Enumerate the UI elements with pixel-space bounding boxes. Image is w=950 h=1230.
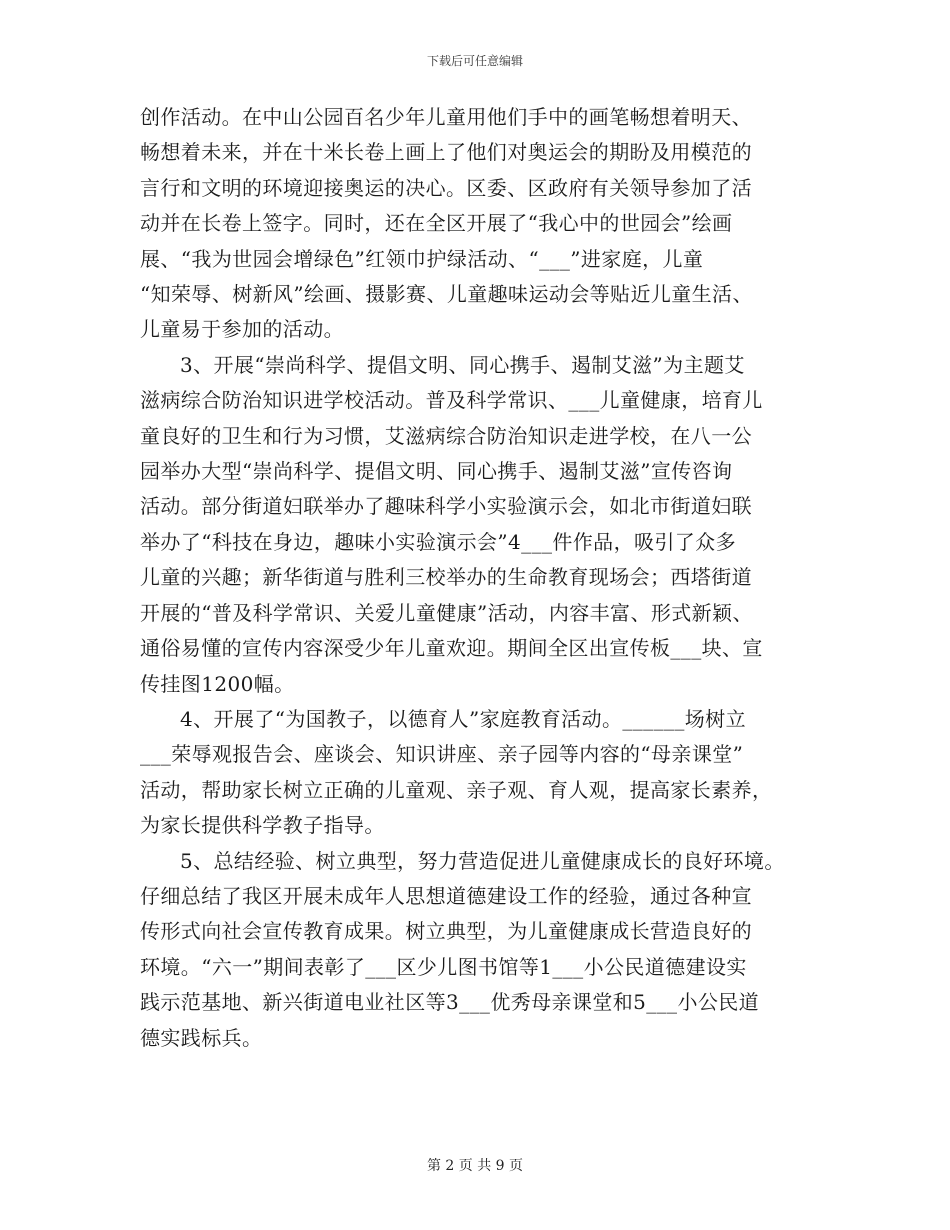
text-line: 践示范基地、新兴街道电业社区等3___优秀母亲课堂和5___小公民道 bbox=[140, 990, 760, 1015]
text-line: 活动。部分街道妇联举办了趣味科学小实验演示会，如北市街道妇联 bbox=[140, 494, 752, 519]
text-line: 传形式向社会宣传教育成果。树立典型，为儿童健康成长营造良好的 bbox=[140, 919, 752, 944]
text-line: 3、开展“崇尚科学、提倡文明、同心携手、遏制艾滋”为主题艾 bbox=[180, 352, 745, 377]
text-line: 展、“我为世园会增绿色”红领巾护绿活动、“___”进家庭，儿童 bbox=[140, 246, 704, 271]
text-line: 举办了“科技在身边，趣味小实验演示会”4___件作品，吸引了众多 bbox=[140, 529, 736, 554]
header-note: 下载后可任意编辑 bbox=[426, 54, 523, 68]
text-line: 德实践标兵。 bbox=[140, 1025, 263, 1050]
text-line: 园举办大型“崇尚科学、提倡文明、同心携手、遏制艾滋”宣传咨询 bbox=[140, 459, 733, 484]
page-header bbox=[0, 53, 950, 69]
paragraph bbox=[140, 348, 820, 702]
text-line: 创作活动。在中山公园百名少年儿童用他们手中的画笔畅想着明天、 bbox=[140, 105, 752, 129]
text-line: “知荣辱、树新风”绘画、摄影赛、儿童趣味运动会等贴近儿童生活、 bbox=[140, 282, 753, 307]
text-line: 4、开展了“为国教子，以德育人”家庭教育活动。______场树立 bbox=[180, 706, 746, 731]
text-line: 儿童的兴趣；新华街道与胜利三校举办的生命教育现场会；西塔街道 bbox=[140, 565, 752, 590]
text-line: 通俗易懂的宣传内容深受少年儿童欢迎。期间全区出宣传板___块、宣 bbox=[140, 636, 763, 661]
text-line: 童良好的卫生和行为习惯，艾滋病综合防治知识走进学校，在八一公 bbox=[140, 423, 752, 448]
text-line: 仔细总结了我区开展未成年人思想道德建设工作的经验，通过各种宣 bbox=[140, 883, 752, 908]
text-line: 儿童易于参加的活动。 bbox=[140, 317, 344, 342]
text-line: 传挂图1200幅。 bbox=[140, 671, 295, 696]
page-footer bbox=[0, 1157, 950, 1175]
text-line: 开展的“普及科学常识、关爱儿童健康”活动，内容丰富、形式新颖、 bbox=[140, 600, 753, 625]
text-line: 为家长提供科学教子指导。 bbox=[140, 813, 385, 838]
paragraph bbox=[140, 100, 820, 348]
text-line: 滋病综合防治知识进学校活动。普及科学常识、___儿童健康，培育儿 bbox=[140, 388, 763, 413]
text-line: 5、总结经验、树立典型，努力营造促进儿童健康成长的良好环境。 bbox=[180, 848, 785, 873]
page-number: 第 2 页 共 9 页 bbox=[426, 1158, 524, 1174]
text-line: 环境。“六一”期间表彰了___区少儿图书馆等1___小公民道德建设实 bbox=[140, 954, 747, 979]
paragraph bbox=[140, 844, 820, 1056]
text-line: ___荣辱观报告会、座谈会、知识讲座、亲子园等内容的“母亲课堂” bbox=[140, 742, 744, 767]
document-body bbox=[140, 100, 820, 1056]
text-line: 活动，帮助家长树立正确的儿童观、亲子观、育人观，提高家长素养， bbox=[140, 777, 773, 802]
text-line: 言行和文明的环境迎接奥运的决心。区委、区政府有关领导参加了活 bbox=[140, 175, 752, 200]
text-line: 动并在长卷上签字。同时，还在全区开展了“我心中的世园会”绘画 bbox=[140, 211, 733, 236]
paragraph bbox=[140, 702, 820, 844]
text-line: 畅想着未来，并在十米长卷上画上了他们对奥运会的期盼及用模范的 bbox=[140, 140, 752, 165]
